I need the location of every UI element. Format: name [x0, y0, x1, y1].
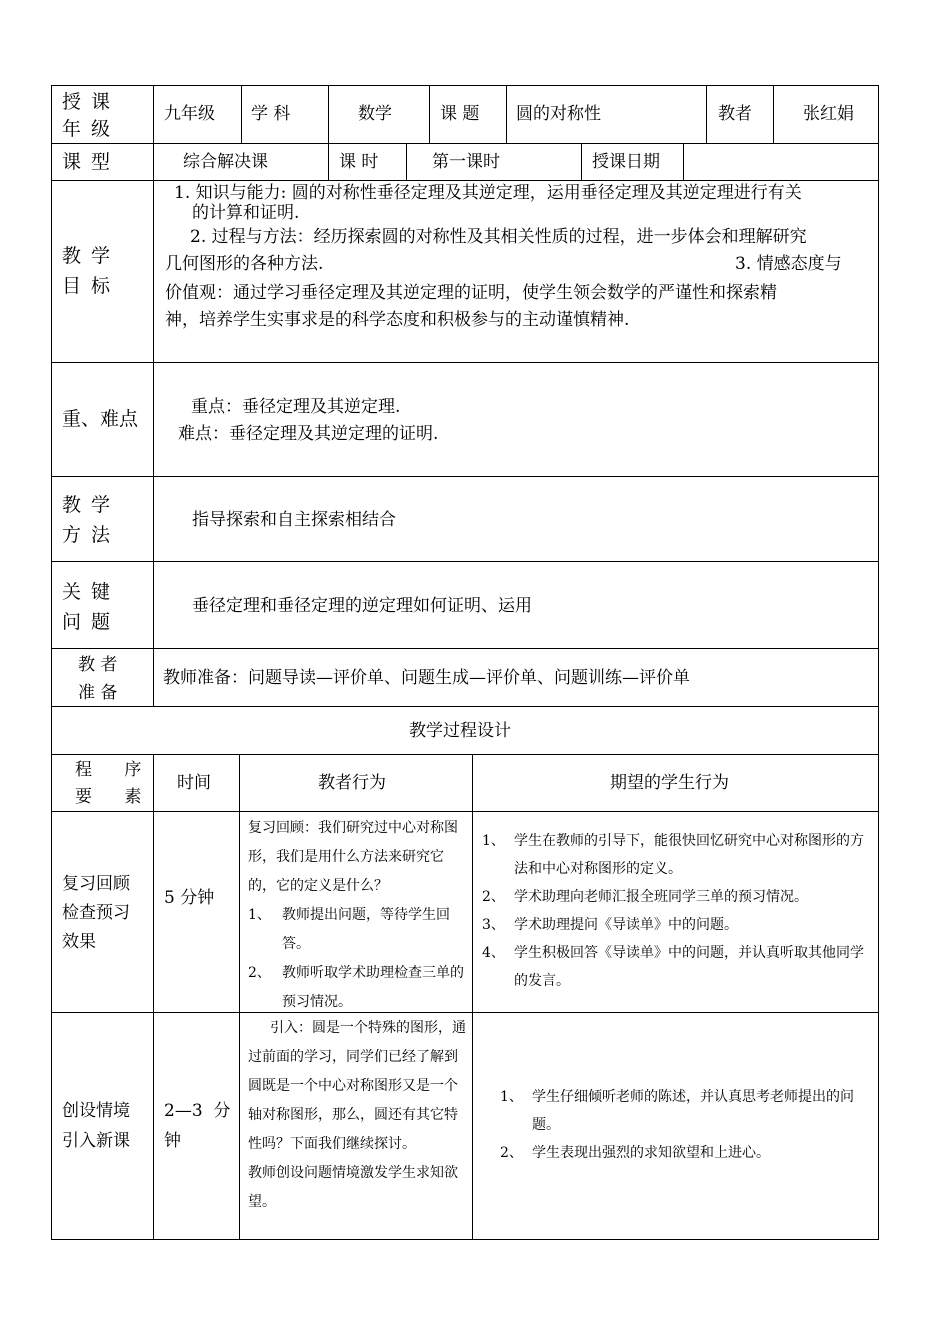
row-teacher-behavior: 复习回顾：我们研究过中心对称图形，我们是用什么方法来研究它的，它的定义是什么？ 1、 教师提出问题，等待学生回答。 2、 教师听取学术助理检查三单的预习情况。: [248, 820, 464, 1010]
lesson-type-value: 综合解决课: [183, 152, 268, 172]
subject-label: 学 科: [251, 104, 291, 124]
col-divider: [153, 180, 154, 707]
preparation-label-line1: 教 者: [78, 655, 118, 675]
objective-line: 2. 过程与方法：经历探索圆的对称性及其相关性质的过程，进一步体会和理解研究: [190, 227, 807, 247]
period-label: 课 时: [339, 152, 379, 172]
grade-label-line2: 年 级: [62, 118, 113, 140]
method-label-line1: 教 学: [62, 494, 113, 516]
objective-line: 1. 知识与能力: 圆的对称性垂径定理及其逆定理，运用垂径定理及其逆定理进行有关: [174, 183, 802, 203]
objective-line: 3. 情感态度与: [735, 254, 842, 274]
row-divider: [51, 754, 879, 755]
col-divider: [153, 754, 154, 1240]
key-question-label-line2: 问 题: [62, 611, 113, 633]
method-label-line2: 方 法: [62, 524, 113, 546]
row-divider: [51, 706, 879, 707]
grade-label-line1: 授 课: [62, 91, 113, 113]
process-teacher-header: 教者行为: [318, 773, 386, 793]
subject-value: 数学: [358, 104, 392, 124]
row-time: 5 分钟: [164, 888, 215, 908]
teacher-label: 教者: [718, 104, 752, 124]
preparation-label-line2: 准 备: [78, 683, 118, 703]
col-divider: [773, 85, 774, 144]
process-time-header: 时间: [177, 773, 211, 793]
row-divider: [51, 180, 879, 181]
period-value: 第一课时: [432, 152, 500, 172]
process-student-header: 期望的学生行为: [610, 773, 729, 793]
process-title: 教学过程设计: [409, 721, 511, 741]
row-student-behavior: 1、 学生仔细倾听老师的陈述，并认真思考老师提出的问题。 2、 学生表现出强烈的求知欲望和上进心。: [500, 1089, 854, 1161]
key-point-difficulty: 难点：垂径定理及其逆定理的证明.: [178, 424, 439, 444]
key-question-text: 垂径定理和垂径定理的逆定理如何证明、运用: [192, 596, 532, 616]
method-text: 指导探索和自主探索相结合: [192, 510, 396, 530]
row-divider: [51, 811, 879, 812]
row-element: 创设情境 引入新课: [62, 1101, 130, 1151]
process-element-header-line1: 程 序: [75, 760, 142, 780]
topic-label: 课 题: [440, 104, 480, 124]
col-divider: [406, 143, 407, 181]
col-divider: [472, 754, 473, 1240]
col-divider: [581, 143, 582, 181]
row-divider: [51, 143, 879, 144]
topic-value: 圆的对称性: [516, 104, 601, 124]
row-student-behavior: 1、 学生在教师的引导下，能很快回忆研究中心对称图形的方法和中心对称图形的定义。 2、 学术助理向老师汇报全班同学三单的预习情况。 3、 学术助理提问《导读单》中的问题。 4、 学生积极回答《导读单》中的问题，并认真听取其他同学的发言。: [482, 833, 864, 989]
row-divider: [51, 476, 879, 477]
row-teacher-behavior: 引入：圆是一个特殊的图形，通过前面的学习，同学们已经了解到圆既是一个中心对称图形又是一个轴对称图形，那么，圆还有其它特性吗？下面我们继续探讨。 教师创设问题情境激发学生求知欲望。: [248, 1020, 466, 1210]
grade-value: 九年级: [164, 104, 215, 124]
teacher-name: 张红娟: [803, 104, 854, 124]
col-divider: [328, 85, 329, 144]
row-divider: [51, 648, 879, 649]
process-element-header-line2: 要 素: [75, 787, 142, 807]
key-points-label: 重、难点: [62, 408, 139, 430]
objective-line: 的计算和证明.: [192, 203, 300, 223]
objectives-label-line2: 目 标: [62, 275, 113, 297]
col-divider: [241, 85, 242, 144]
col-divider: [153, 143, 154, 181]
col-divider: [683, 143, 684, 181]
key-point-focus: 重点：垂径定理及其逆定理.: [191, 397, 401, 417]
date-label: 授课日期: [592, 152, 660, 172]
lesson-type-label: 课 型: [62, 151, 113, 173]
objectives-label-line1: 教 学: [62, 245, 113, 267]
preparation-text: 教师准备：问题导读—评价单、问题生成—评价单、问题训练—评价单: [163, 668, 690, 688]
row-divider: [51, 362, 879, 363]
col-divider: [153, 85, 154, 144]
col-divider: [429, 85, 430, 144]
col-divider: [706, 85, 707, 144]
col-divider: [328, 143, 329, 181]
key-question-label-line1: 关 键: [62, 581, 113, 603]
objective-line: 几何图形的各种方法.: [165, 254, 324, 274]
row-element: 复习回顾 检查预习 效果: [62, 874, 130, 952]
objective-line: 价值观：通过学习垂径定理及其逆定理的证明，使学生领会数学的严谨性和探索精: [165, 283, 777, 303]
row-divider: [51, 561, 879, 562]
objective-line: 神，培养学生实事求是的科学态度和积极参与的主动谨慎精神.: [165, 310, 630, 330]
col-divider: [506, 85, 507, 144]
row-time: 2—3 分 钟: [164, 1101, 231, 1151]
col-divider: [239, 754, 240, 1240]
